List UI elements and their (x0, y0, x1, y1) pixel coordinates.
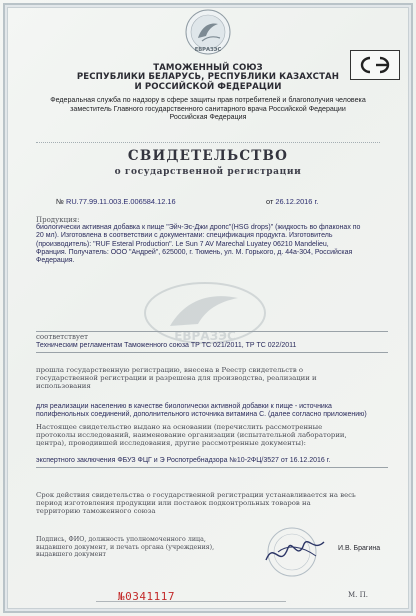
certificate-date-group (266, 197, 318, 206)
product-line-4: Франция. Получатель: ООО "Андрей", 625000, г. Тюмень, ул. М. Горького, д. 44а-304, Российская (36, 248, 353, 256)
validity-line-1: Срок действия свидетельства о государственной регистрации устанавливается на весь (36, 491, 356, 499)
validity-block (36, 491, 386, 516)
product-description (36, 224, 386, 265)
certificate-number: RU.77.99.11.003.Е.006584.12.16 (66, 197, 176, 206)
number-label: № (56, 197, 64, 206)
signature-caption-line-1: Подпись, ФИО, должность уполномоченного лица, (36, 536, 206, 543)
seal-place-label: М. П. (348, 591, 368, 599)
authority-line-3: И РОССИЙСКОЙ ФЕДЕРАЦИИ (134, 81, 282, 92)
compliance-label: соответствует (36, 333, 89, 341)
serial-number: №0341117 (118, 590, 175, 603)
document-title: СВИДЕТЕЛЬСТВО (127, 148, 289, 164)
registration-passage (36, 366, 386, 391)
authority-heading (0, 64, 416, 92)
certificate-date: 26.12.2016 г. (275, 197, 319, 206)
product-line-1: биологически активная добавка к пище "Эйч-Эс-Джи дропс"(HSG drops)" (жидкость во флаконах по (36, 224, 361, 231)
product-line-3: (производитель): "RUF Esteral Production". Le Sun 7 AV Marechal Luyatey 06210 Mandelieu, (36, 240, 329, 248)
passage-line-2: государственной регистрации и разрешена для производства, реализации и (36, 374, 317, 383)
passage-line-3: использования (36, 382, 91, 391)
eurasec-emblem-icon (184, 8, 232, 56)
issued-line-3: центра), проводившей исследования, другие рассмотренные документы): (36, 439, 306, 448)
compliance-text: Техническим регламентам Таможенного союза ТР ТС 021/2011, ТР ТС 022/2011 (36, 342, 297, 349)
agency-line-1: Федеральная служба по надзору в сфере защиты прав потребителей и благополучия человека (50, 96, 366, 104)
product-line-5: Федерация. (36, 257, 75, 265)
signature-caption-line-3: выдавшего документ (36, 551, 107, 559)
issued-line-2: протоколы исследований, наименование организации (испытательной лаборатории, (36, 431, 347, 440)
stamp-and-signature-icon (258, 522, 328, 582)
issued-basis-intro (36, 423, 386, 448)
compliance-top-rule (36, 331, 388, 332)
document-subtitle: о государственной регистрации (114, 167, 302, 177)
basis-rule (36, 467, 388, 468)
validity-line-2: период изготовления продукции или поставок подконтрольных товаров на (36, 499, 311, 508)
date-label: от (266, 197, 274, 206)
agency-underline (36, 142, 380, 144)
signature-caption-line-2: выдавшего документ, и печать органа (учреждения), (36, 543, 215, 551)
serial-underline (96, 601, 286, 602)
authority-line-1: ТАМОЖЕННЫЙ СОЮЗ (153, 63, 263, 73)
compliance-bottom-rule (36, 352, 388, 353)
emblem-label: ЕВРАЗЭС (194, 47, 222, 53)
scope-line-1: для реализации населению в качестве биологически активной добавки к пище - источника (36, 403, 332, 410)
signature-caption (36, 536, 214, 559)
signatory-name: И.В. Брагина (338, 545, 381, 552)
product-line-2: 20 мл). Изготовлена в соответствии с документами: спецификация продукта. Изготовитель (36, 232, 333, 240)
certificate-number-row (56, 197, 356, 206)
issued-basis-text: экспертного заключения ФБУЗ ФЦГ и Э Роспотребнадзора №10-2ФЦ/3527 от 16.12.2016 г. (36, 457, 331, 464)
product-label: Продукция: (36, 216, 80, 224)
passage-line-1: прошла государственную регистрацию, внесена в Реестр свидетельств о (36, 366, 304, 374)
agency-block (0, 96, 416, 122)
authority-line-2: РЕСПУБЛИКИ БЕЛАРУСЬ, РЕСПУБЛИКИ КАЗАХСТАН (76, 72, 340, 83)
watermark-emblem-icon (130, 278, 280, 348)
agency-line-2: заместитель Главного государственного санитарного врача Российской Федерации (70, 104, 346, 113)
watermark-label: ЕВРАЗЭС (174, 329, 236, 343)
agency-line-3: Российская Федерация (169, 113, 247, 122)
usage-scope (36, 403, 386, 420)
issued-line-1: Настоящее свидетельство выдано на основании (перечислить рассмотренные (36, 423, 323, 431)
validity-line-3: территорию таможенного союза (36, 507, 156, 516)
scope-line-2: полифенольных соединений, дополнительного источника витамина С. (далее согласно приложению) (36, 411, 367, 419)
